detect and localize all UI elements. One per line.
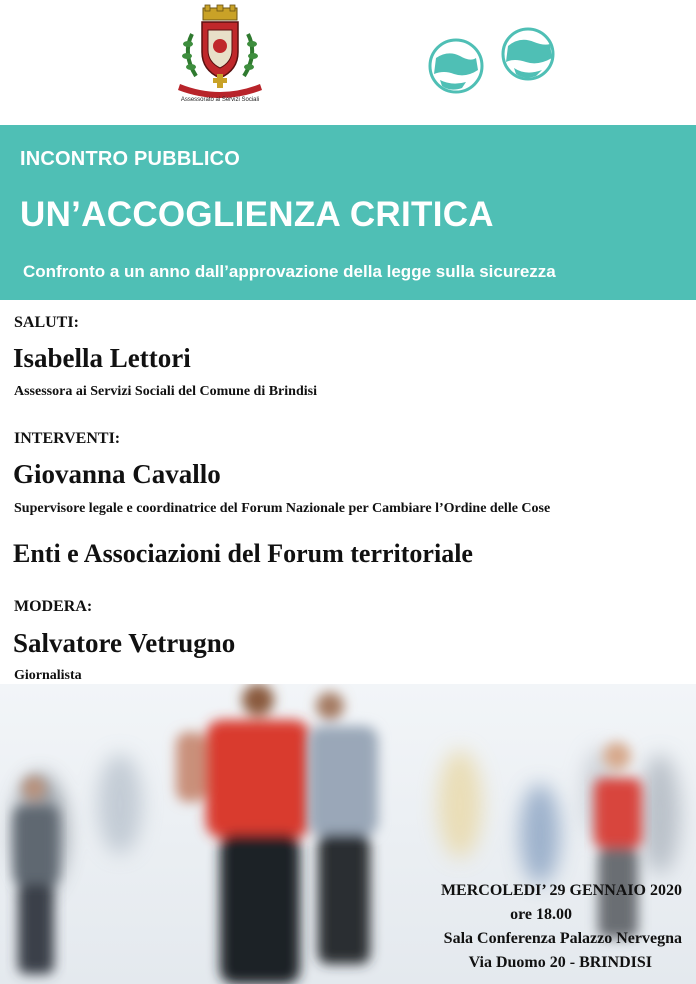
modera-role: Giornalista	[14, 668, 82, 683]
event-venue: Sala Conferenza Palazzo Nervegna	[443, 930, 682, 947]
interventi-role: Supervisore legale e coordinatrice del Forum Nazionale per Cambiare l’Ordine delle Cose	[14, 501, 551, 516]
interventi-name: Giovanna Cavallo	[13, 459, 221, 489]
banner-subtitle: Confronto a un anno dall’approvazione della legge sulla sicurezza	[23, 262, 556, 281]
logo-caption: Assessorato ai Servizi Sociali	[180, 97, 260, 103]
interventi-extra: Enti e Associazioni del Forum territoriale	[13, 539, 473, 568]
saluti-name: Isabella Lettori	[13, 343, 191, 373]
saluti-role: Assessora ai Servizi Sociali del Comune di Brindisi	[14, 384, 317, 399]
banner-kicker: INCONTRO PUBBLICO	[20, 148, 241, 170]
city-coat-of-arms-icon	[170, 4, 270, 104]
coat-of-arms-logo	[170, 4, 270, 112]
forum-globes-logo-icon	[404, 24, 574, 96]
modera-name: Salvatore Vetrugno	[13, 628, 236, 658]
forum-logo	[404, 24, 574, 96]
page-title: UN’ACCOGLIENZA CRITICA	[20, 195, 494, 234]
modera-label: MODERA:	[14, 598, 93, 615]
event-address: Via Duomo 20 - BRINDISI	[468, 954, 652, 971]
event-date: MERCOLEDI’ 29 GENNAIO 2020	[440, 882, 682, 899]
event-time: ore 18.00	[510, 906, 572, 923]
saluti-label: SALUTI:	[14, 314, 79, 331]
interventi-label: INTERVENTI:	[14, 430, 121, 447]
